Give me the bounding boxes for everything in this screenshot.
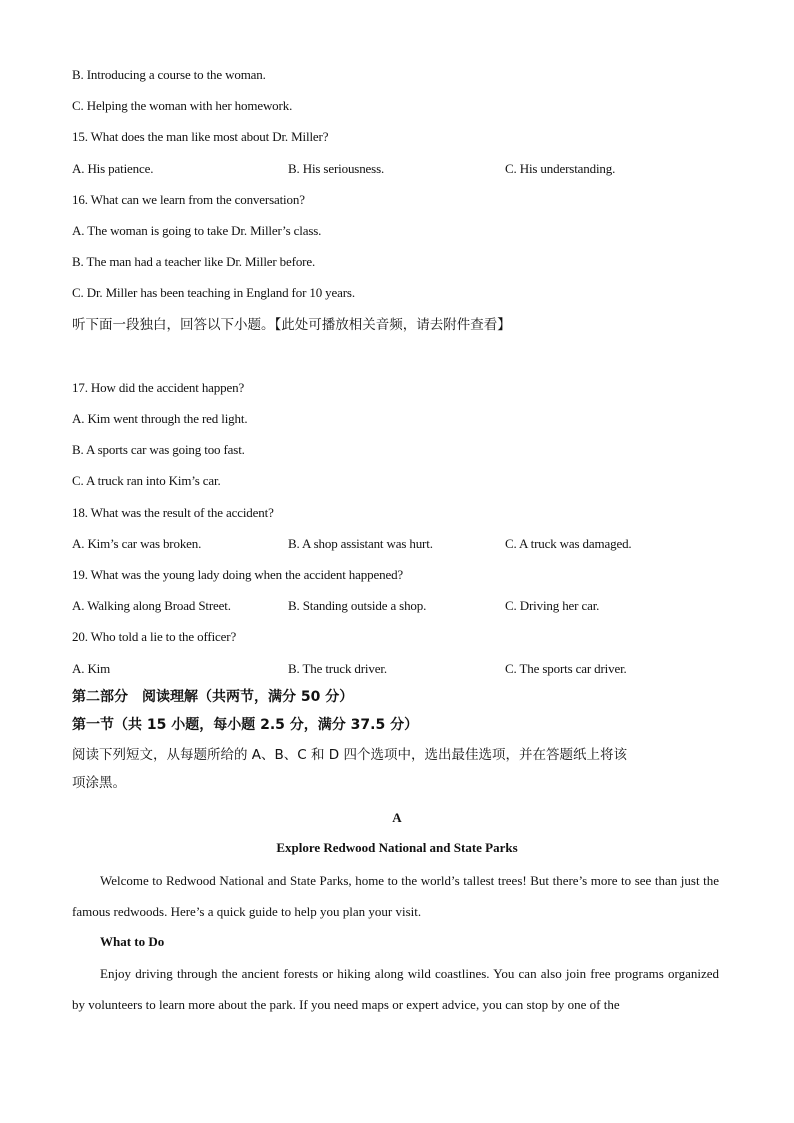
- reading-instruction-line1: 阅读下列短文，从每题所给的 A、B、C 和 D 四个选项中，选出最佳选项，并在答题纸上将该: [72, 747, 627, 763]
- passage-label: A: [392, 810, 402, 825]
- q19-option-c: C. Driving her car.: [505, 598, 600, 613]
- reading-instruction-line2: 项涂黑。: [72, 775, 126, 791]
- q18-question: 18. What was the result of the accident?: [72, 505, 274, 520]
- q15-option-b: B. His seriousness.: [288, 161, 385, 176]
- passage-subheading: What to Do: [100, 934, 165, 949]
- q15-question: 15. What does the man like most about Dr. Miller?: [72, 129, 329, 144]
- passage-intro: Welcome to Redwood National and State Parks, home to the world’s tallest trees! But there’s more to see than just the famous redwoods. Here’s a quick guide to help you plan your visit.: [72, 873, 719, 919]
- section1-title: 第一节（共 15 小题，每小题 2.5 分，满分 37.5 分）: [72, 717, 419, 733]
- q14-option-b: B. Introducing a course to the woman.: [72, 67, 266, 82]
- q17-option-c: C. A truck ran into Kim’s car.: [72, 473, 221, 488]
- q16-option-b: B. The man had a teacher like Dr. Miller before.: [72, 254, 316, 269]
- q19-question: 19. What was the young lady doing when the accident happened?: [72, 567, 404, 582]
- q19-option-a: A. Walking along Broad Street.: [72, 598, 231, 613]
- q20-options: [72, 661, 722, 677]
- q16-option-a: A. The woman is going to take Dr. Miller’s class.: [72, 223, 322, 238]
- q20-option-b: B. The truck driver.: [288, 661, 387, 676]
- q18-option-b: B. A shop assistant was hurt.: [288, 536, 433, 551]
- q14-option-c: C. Helping the woman with her homework.: [72, 98, 293, 113]
- q18-option-c: C. A truck was damaged.: [505, 536, 632, 551]
- part2-title: 第二部分 阅读理解（共两节，满分 50 分）: [72, 689, 354, 705]
- passage-title: Explore Redwood National and State Parks: [276, 840, 518, 855]
- q15-option-c: C. His understanding.: [505, 161, 616, 176]
- passage-body: Enjoy driving through the ancient forests or hiking along wild coastlines. You can also join free programs organized by volunteers to learn more about the park. If you need maps or expert advice, you can stop by one of the: [72, 966, 719, 1012]
- q15-options: [72, 161, 722, 177]
- q18-option-a: A. Kim’s car was broken.: [72, 536, 202, 551]
- q19-option-b: B. Standing outside a shop.: [288, 598, 427, 613]
- q17-option-a: A. Kim went through the red light.: [72, 411, 248, 426]
- q20-question: 20. Who told a lie to the officer?: [72, 629, 237, 644]
- q19-options: [72, 598, 722, 614]
- listening-instruction: 听下面一段独白，回答以下小题。【此处可播放相关音频，请去附件查看】: [72, 317, 511, 333]
- q18-options: [72, 536, 722, 552]
- q17-question: 17. How did the accident happen?: [72, 380, 245, 395]
- q16-option-c: C. Dr. Miller has been teaching in England for 10 years.: [72, 285, 355, 300]
- q20-option-a: A. Kim: [72, 661, 111, 676]
- q17-option-b: B. A sports car was going too fast.: [72, 442, 245, 457]
- q15-option-a: A. His patience.: [72, 161, 154, 176]
- q20-option-c: C. The sports car driver.: [505, 661, 627, 676]
- q16-question: 16. What can we learn from the conversation?: [72, 192, 305, 207]
